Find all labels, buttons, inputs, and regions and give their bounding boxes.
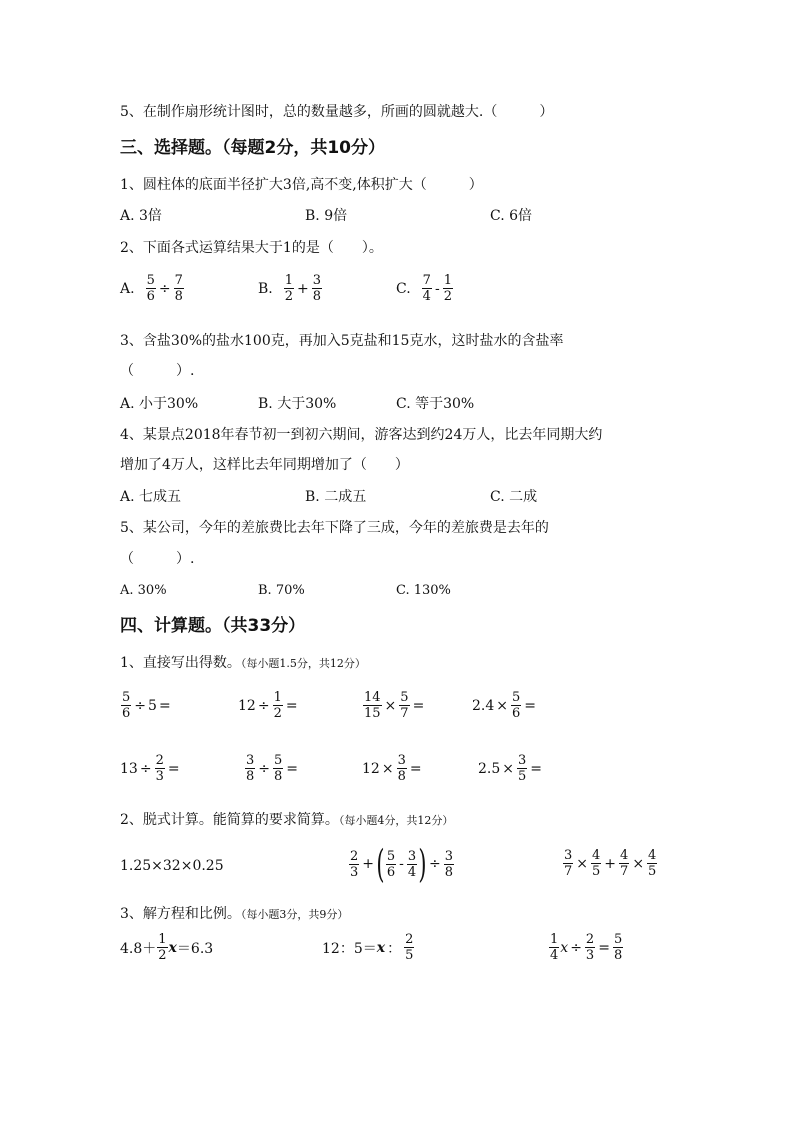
question-3-5: 5、某公司，今年的差旅费比去年下降了三成，今年的差旅费是去年的 [120,520,549,536]
calc-part-3-note: （每小题3分，共9分） [240,908,349,921]
fraction: $\frac{7}{4}$ [422,273,431,304]
divide-sign: ÷ [158,280,171,297]
calc-part-3 [120,904,348,925]
fraction: $\frac{5}{6}$ [146,273,155,304]
question-3-5-blank: （ ）. [120,551,195,567]
q4-option-b[interactable]: B. 二成五 [305,489,367,505]
calc-part-1-title: 1、直接写出得数。 [120,655,241,671]
question-3-3: 3、含盐30%的盐水100克，再加入5克盐和15克水，这时盐水的含盐率 [120,333,564,349]
question-3-3-blank: （ ）. [120,363,195,379]
judgement-item-5: 5、在制作扇形统计图时，总的数量越多，所画的圆就越大.（ ） [120,104,554,120]
fraction: $\frac{3}{8}$ [312,273,322,304]
step-calc-1: 1.25×32×0.25 [120,858,224,874]
equation-2: 12：5＝ x ： $\frac{2}{5}$ [322,932,414,963]
calc-part-3-title: 3、解方程和比例。 [120,906,241,922]
fraction: $\frac{1}{2}$ [284,273,294,304]
direct-calc-7: 12 × $\frac{3}{8}$ = [362,753,422,784]
question-3-4-cont: 增加了4万人，这样比去年同期增加了（ ） [120,457,409,473]
equation-1: 4.8＋ $\frac{1}{2}$ x ＝6.3 [120,932,214,963]
question-3-4: 4、某景点2018年春节初一到初六期间，游客达到约24万人，比去年同期大约 [120,427,603,443]
option-letter: C. [396,280,411,297]
q1-option-b[interactable]: B. 9倍 [305,208,348,224]
q4-option-c[interactable]: C. 二成 [490,489,538,505]
q1-option-a[interactable]: A. 3倍 [120,208,162,224]
section-3-heading: 三、选择题。（每题2分，共10分） [120,138,385,158]
q3-option-a[interactable]: A. 小于30% [120,396,199,412]
direct-calc-6: $\frac{3}{8}$ ÷ $\frac{5}{8}$ = [246,753,299,784]
q5-option-c[interactable]: C. 130% [396,583,451,598]
question-3-2: 2、下面各式运算结果大于1的是（ ）。 [120,240,383,256]
equation-3: $\frac{1}{4}$ x ÷ $\frac{2}{3}$ = $\frac{5}{8}$ [550,932,623,963]
direct-calc-4: 2.4 × $\frac{5}{6}$ = [472,690,537,721]
q2-option-c[interactable] [396,273,454,304]
minus-sign: - [434,280,440,297]
calc-part-2-note: （每小题4分，共12分） [338,814,454,827]
q5-option-b[interactable]: B. 70% [258,583,305,598]
direct-calc-5: 13 ÷ $\frac{2}{3}$ = [120,753,180,784]
q5-option-a[interactable]: A. 30% [120,583,167,598]
calc-part-1-note: （每小题1.5分，共12分） [240,657,366,670]
q2-option-a[interactable] [120,273,185,304]
direct-calc-1: $\frac{5}{6}$ ÷ 5 = [122,690,171,721]
q3-option-b[interactable]: B. 大于30% [258,396,337,412]
direct-calc-2: 12 ÷ $\frac{1}{2}$ = [238,690,298,721]
option-letter: B. [258,280,273,297]
section-4-heading: 四、计算题。（共33分） [120,616,306,636]
direct-calc-3: $\frac{14}{15}$ × $\frac{5}{7}$ = [364,690,425,721]
calc-part-2 [120,810,453,831]
q4-option-a[interactable]: A. 七成五 [120,489,182,505]
step-calc-2: $\frac{2}{3}$ + ( $\frac{5}{6}$ - $\frac{3}{4}$ ) ÷ $\frac{3}{8}$ [350,842,453,886]
fraction: $\frac{7}{8}$ [174,273,183,304]
calc-part-2-title: 2、脱式计算。能简算的要求简算。 [120,812,339,828]
calc-part-1 [120,653,366,674]
fraction: $\frac{1}{2}$ [443,273,452,304]
q1-option-c[interactable]: C. 6倍 [490,208,533,224]
question-3-1: 1、圆柱体的底面半径扩大3倍,高不变,体积扩大（ ） [120,177,483,193]
q3-option-c[interactable]: C. 等于30% [396,396,475,412]
option-letter: A. [120,280,135,297]
plus-sign: + [297,280,309,297]
q2-option-b[interactable] [258,273,323,304]
direct-calc-8: 2.5 × $\frac{3}{5}$ = [478,753,543,784]
step-calc-3: $\frac{3}{7}$ × $\frac{4}{5}$ + $\frac{4}{7}$ × $\frac{4}{5}$ [564,848,657,879]
